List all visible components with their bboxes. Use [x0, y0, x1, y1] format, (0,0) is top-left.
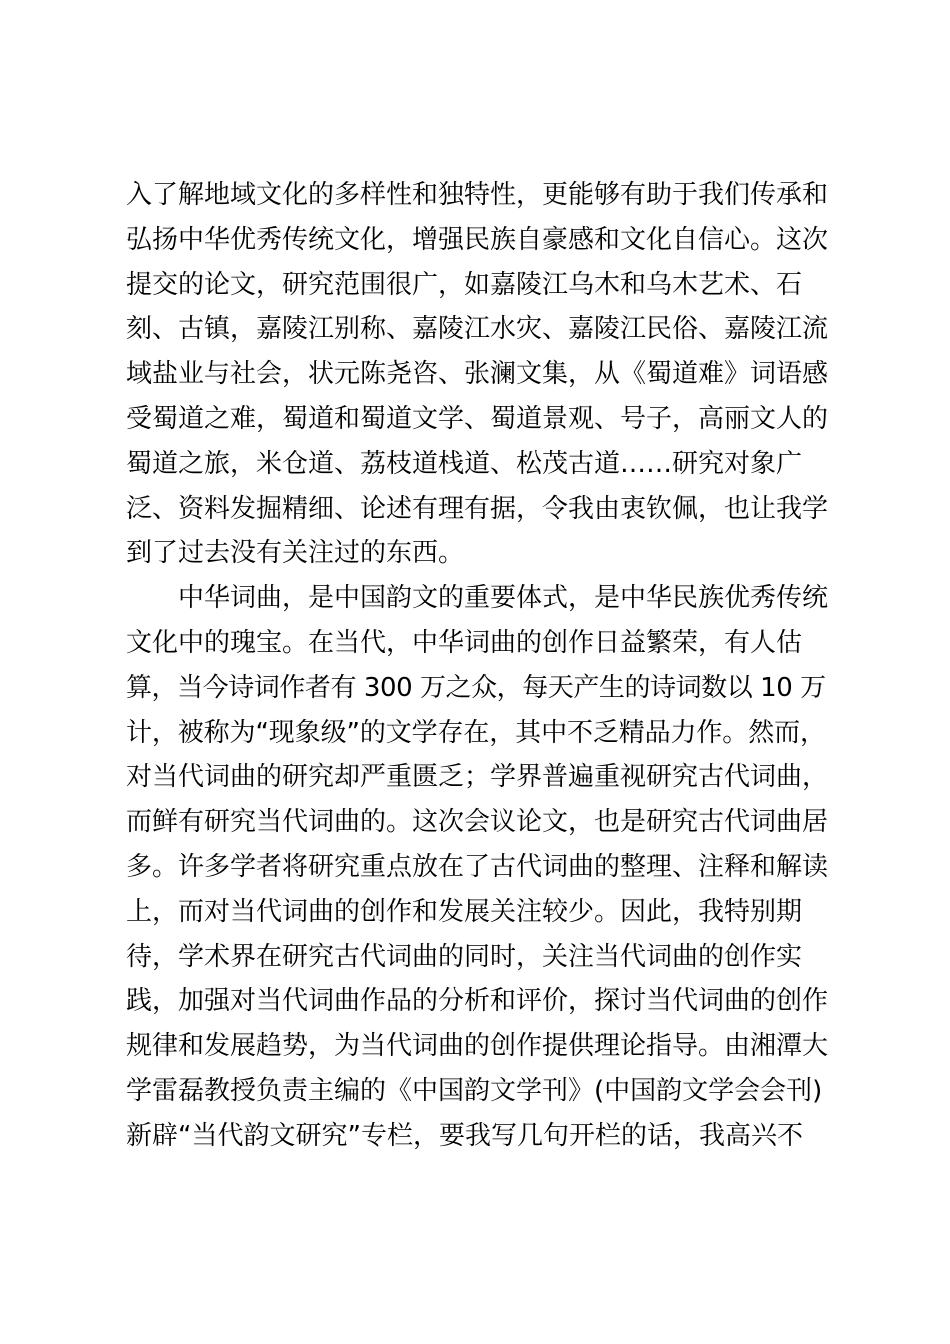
text-line: 算，当今诗词作者有 300 万之众，每天产生的诗词数以 10 万: [126, 672, 826, 703]
text-line: 而鲜有研究当代词曲的。这次会议论文，也是研究古代词曲居: [126, 807, 829, 838]
text-line: 上，而对当代词曲的创作和发展关注较少。因此，我特别期: [126, 896, 803, 927]
text-line: 待，学术界在研究古代词曲的同时，关注当代词曲的创作实: [126, 941, 803, 972]
text-line: 域盐业与社会，状元陈尧咨、张澜文集，从《蜀道难》词语感: [126, 359, 829, 390]
text-line: 受蜀道之难，蜀道和蜀道文学、蜀道景观、号子，高丽文人的: [126, 403, 829, 434]
text-line: 提交的论文，研究范围很广，如嘉陵江乌木和乌木艺术、石: [126, 269, 803, 300]
text-line: 蜀道之旅，米仓道、荔枝道栈道、松茂古道……研究对象广: [126, 448, 803, 479]
body-text: [126, 173, 829, 1159]
text-line: 入了解地域文化的多样性和独特性，更能够有助于我们传承和: [126, 180, 829, 210]
text-line: 泛、资料发掘精细、论述有理有据，令我由衷钦佩，也让我学: [126, 493, 829, 524]
text-line: 多。许多学者将研究重点放在了古代词曲的整理、注释和解读: [126, 851, 829, 882]
text-line: 弘扬中华优秀传统文化，增强民族自豪感和文化自信心。这次: [126, 224, 829, 255]
text-line: 计，被称为“现象级”的文学存在，其中不乏精品力作。然而，: [126, 717, 826, 748]
text-line: 到了过去没有关注过的东西。: [126, 538, 465, 569]
text-line: 对当代词曲的研究却严重匮乏；学界普遍重视研究古代词曲，: [126, 762, 829, 793]
text-line: 文化中的瑰宝。在当代，中华词曲的创作日益繁荣，有人估: [126, 627, 803, 658]
text-line: 规律和发展趋势，为当代词曲的创作提供理论指导。由湘潭大: [126, 1031, 829, 1062]
text-line: 学雷磊教授负责主编的《中国韵文学刊》(中国韵文学会会刊): [126, 1075, 823, 1106]
paragraph-first-line: 中华词曲，是中国韵文的重要体式，是中华民族优秀传统: [178, 583, 829, 614]
text-line: 刻、古镇，嘉陵江别称、嘉陵江水灾、嘉陵江民俗、嘉陵江流: [126, 314, 829, 345]
text-line: 践，加强对当代词曲作品的分析和评价，探讨当代词曲的创作: [126, 986, 829, 1017]
text-line: 新辟“当代韵文研究”专栏，要我写几句开栏的话，我高兴不: [126, 1120, 803, 1151]
